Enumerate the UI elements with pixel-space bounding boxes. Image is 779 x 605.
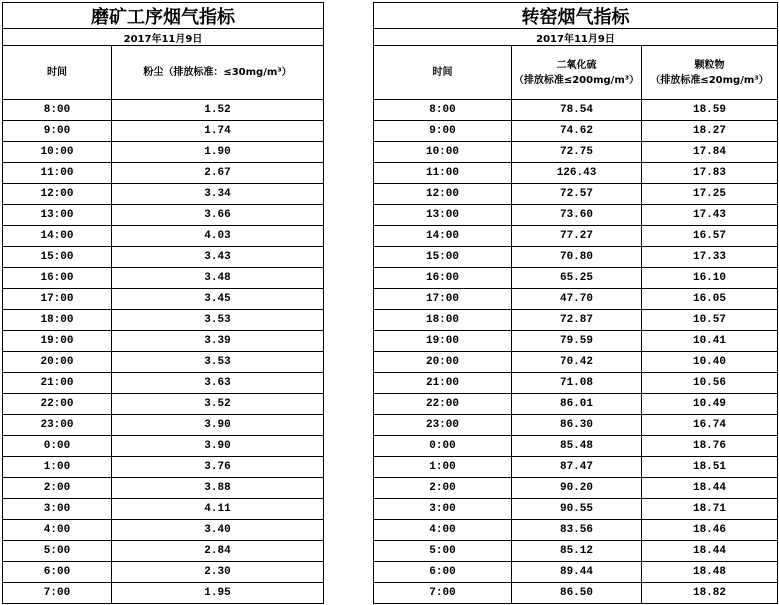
time-header: 时间 xyxy=(374,46,512,100)
particulate-header xyxy=(642,46,778,100)
time-cell: 11:00 xyxy=(374,163,512,184)
time-cell: 10:00 xyxy=(374,142,512,163)
table-title: 磨矿工序烟气指标 xyxy=(3,3,324,29)
time-cell: 2:00 xyxy=(3,478,112,499)
time-cell: 13:00 xyxy=(374,205,512,226)
so2-value-cell: 126.43 xyxy=(512,163,642,184)
time-cell: 0:00 xyxy=(374,436,512,457)
dust-value-cell: 3.53 xyxy=(112,352,324,373)
dust-value-cell: 3.52 xyxy=(112,394,324,415)
dust-value-cell: 3.88 xyxy=(112,478,324,499)
particulate-value-cell: 18.71 xyxy=(642,499,778,520)
particulate-value-cell: 16.74 xyxy=(642,415,778,436)
time-cell: 21:00 xyxy=(3,373,112,394)
dust-value-cell: 2.84 xyxy=(112,541,324,562)
dust-value-cell: 1.90 xyxy=(112,142,324,163)
time-cell: 17:00 xyxy=(3,289,112,310)
time-cell: 4:00 xyxy=(374,520,512,541)
so2-value-cell: 85.48 xyxy=(512,436,642,457)
time-cell: 15:00 xyxy=(3,247,112,268)
time-cell: 16:00 xyxy=(3,268,112,289)
time-cell: 22:00 xyxy=(374,394,512,415)
dust-value-cell: 3.90 xyxy=(112,415,324,436)
time-cell: 18:00 xyxy=(374,310,512,331)
time-cell: 8:00 xyxy=(374,100,512,121)
time-cell: 1:00 xyxy=(3,457,112,478)
time-cell: 19:00 xyxy=(3,331,112,352)
so2-header xyxy=(512,46,642,100)
grinding-flue-gas-table xyxy=(2,2,324,604)
particulate-value-cell: 18.44 xyxy=(642,478,778,499)
dust-value-cell: 3.90 xyxy=(112,436,324,457)
time-cell: 7:00 xyxy=(374,583,512,604)
so2-value-cell: 73.60 xyxy=(512,205,642,226)
time-cell: 2:00 xyxy=(374,478,512,499)
particulate-value-cell: 10.41 xyxy=(642,331,778,352)
particulate-value-cell: 17.33 xyxy=(642,247,778,268)
so2-value-cell: 74.62 xyxy=(512,121,642,142)
dust-value-cell: 2.30 xyxy=(112,562,324,583)
dust-value-cell: 2.67 xyxy=(112,163,324,184)
time-cell: 6:00 xyxy=(3,562,112,583)
so2-value-cell: 90.20 xyxy=(512,478,642,499)
particulate-value-cell: 17.84 xyxy=(642,142,778,163)
particulate-header-limit: （排放标准≤20mg/m³） xyxy=(650,74,769,86)
dust-value-cell: 1.74 xyxy=(112,121,324,142)
particulate-value-cell: 18.76 xyxy=(642,436,778,457)
time-cell: 15:00 xyxy=(374,247,512,268)
so2-header-limit: （排放标准≤200mg/m³） xyxy=(513,74,640,86)
dust-value-cell: 3.43 xyxy=(112,247,324,268)
dust-value-cell: 3.40 xyxy=(112,520,324,541)
particulate-value-cell: 18.48 xyxy=(642,562,778,583)
so2-value-cell: 47.70 xyxy=(512,289,642,310)
time-cell: 9:00 xyxy=(374,121,512,142)
particulate-value-cell: 10.49 xyxy=(642,394,778,415)
table-date: 2017年11月9日 xyxy=(3,29,324,46)
time-cell: 3:00 xyxy=(374,499,512,520)
so2-value-cell: 85.12 xyxy=(512,541,642,562)
time-cell: 14:00 xyxy=(3,226,112,247)
time-cell: 8:00 xyxy=(3,100,112,121)
particulate-value-cell: 18.82 xyxy=(642,583,778,604)
time-cell: 9:00 xyxy=(3,121,112,142)
time-cell: 23:00 xyxy=(374,415,512,436)
so2-header-name: 二氧化硫 xyxy=(556,59,597,71)
time-cell: 10:00 xyxy=(3,142,112,163)
time-cell: 0:00 xyxy=(3,436,112,457)
dust-value-cell: 3.66 xyxy=(112,205,324,226)
time-cell: 17:00 xyxy=(374,289,512,310)
time-header: 时间 xyxy=(3,46,112,100)
time-cell: 7:00 xyxy=(3,583,112,604)
particulate-value-cell: 10.57 xyxy=(642,310,778,331)
time-cell: 5:00 xyxy=(374,541,512,562)
so2-value-cell: 70.42 xyxy=(512,352,642,373)
time-cell: 16:00 xyxy=(374,268,512,289)
kiln-flue-gas-table xyxy=(373,2,778,604)
time-cell: 20:00 xyxy=(374,352,512,373)
so2-value-cell: 71.08 xyxy=(512,373,642,394)
so2-value-cell: 72.75 xyxy=(512,142,642,163)
time-cell: 1:00 xyxy=(374,457,512,478)
dust-value-cell: 3.48 xyxy=(112,268,324,289)
time-cell: 6:00 xyxy=(374,562,512,583)
particulate-value-cell: 18.44 xyxy=(642,541,778,562)
dust-value-cell: 4.03 xyxy=(112,226,324,247)
particulate-value-cell: 10.40 xyxy=(642,352,778,373)
dust-value-cell: 1.95 xyxy=(112,583,324,604)
time-cell: 5:00 xyxy=(3,541,112,562)
time-cell: 12:00 xyxy=(3,184,112,205)
time-cell: 22:00 xyxy=(3,394,112,415)
table-date: 2017年11月9日 xyxy=(374,29,778,46)
so2-value-cell: 77.27 xyxy=(512,226,642,247)
particulate-value-cell: 10.56 xyxy=(642,373,778,394)
time-cell: 14:00 xyxy=(374,226,512,247)
so2-value-cell: 65.25 xyxy=(512,268,642,289)
particulate-value-cell: 18.59 xyxy=(642,100,778,121)
time-cell: 18:00 xyxy=(3,310,112,331)
time-cell: 3:00 xyxy=(3,499,112,520)
so2-value-cell: 90.55 xyxy=(512,499,642,520)
particulate-value-cell: 17.25 xyxy=(642,184,778,205)
dust-value-cell: 3.53 xyxy=(112,310,324,331)
table-title: 转窑烟气指标 xyxy=(374,3,778,29)
time-cell: 4:00 xyxy=(3,520,112,541)
particulate-value-cell: 18.27 xyxy=(642,121,778,142)
particulate-value-cell: 17.43 xyxy=(642,205,778,226)
time-cell: 23:00 xyxy=(3,415,112,436)
dust-value-cell: 3.45 xyxy=(112,289,324,310)
so2-value-cell: 87.47 xyxy=(512,457,642,478)
dust-value-cell: 1.52 xyxy=(112,100,324,121)
dust-value-cell: 3.63 xyxy=(112,373,324,394)
time-cell: 11:00 xyxy=(3,163,112,184)
so2-value-cell: 72.87 xyxy=(512,310,642,331)
so2-value-cell: 86.50 xyxy=(512,583,642,604)
dust-value-cell: 3.34 xyxy=(112,184,324,205)
so2-value-cell: 83.56 xyxy=(512,520,642,541)
so2-value-cell: 86.30 xyxy=(512,415,642,436)
dust-value-cell: 3.39 xyxy=(112,331,324,352)
so2-value-cell: 78.54 xyxy=(512,100,642,121)
time-cell: 19:00 xyxy=(374,331,512,352)
so2-value-cell: 72.57 xyxy=(512,184,642,205)
particulate-value-cell: 16.10 xyxy=(642,268,778,289)
so2-value-cell: 70.80 xyxy=(512,247,642,268)
so2-value-cell: 86.01 xyxy=(512,394,642,415)
time-cell: 13:00 xyxy=(3,205,112,226)
dust-value-cell: 3.76 xyxy=(112,457,324,478)
particulate-value-cell: 17.83 xyxy=(642,163,778,184)
particulate-value-cell: 16.05 xyxy=(642,289,778,310)
particulate-value-cell: 16.57 xyxy=(642,226,778,247)
dust-header: 粉尘（排放标准：≤30mg/m³） xyxy=(112,46,324,100)
particulate-value-cell: 18.46 xyxy=(642,520,778,541)
time-cell: 21:00 xyxy=(374,373,512,394)
so2-value-cell: 89.44 xyxy=(512,562,642,583)
dust-value-cell: 4.11 xyxy=(112,499,324,520)
particulate-value-cell: 18.51 xyxy=(642,457,778,478)
time-cell: 12:00 xyxy=(374,184,512,205)
time-cell: 20:00 xyxy=(3,352,112,373)
particulate-header-name: 颗粒物 xyxy=(694,59,725,71)
so2-value-cell: 79.59 xyxy=(512,331,642,352)
